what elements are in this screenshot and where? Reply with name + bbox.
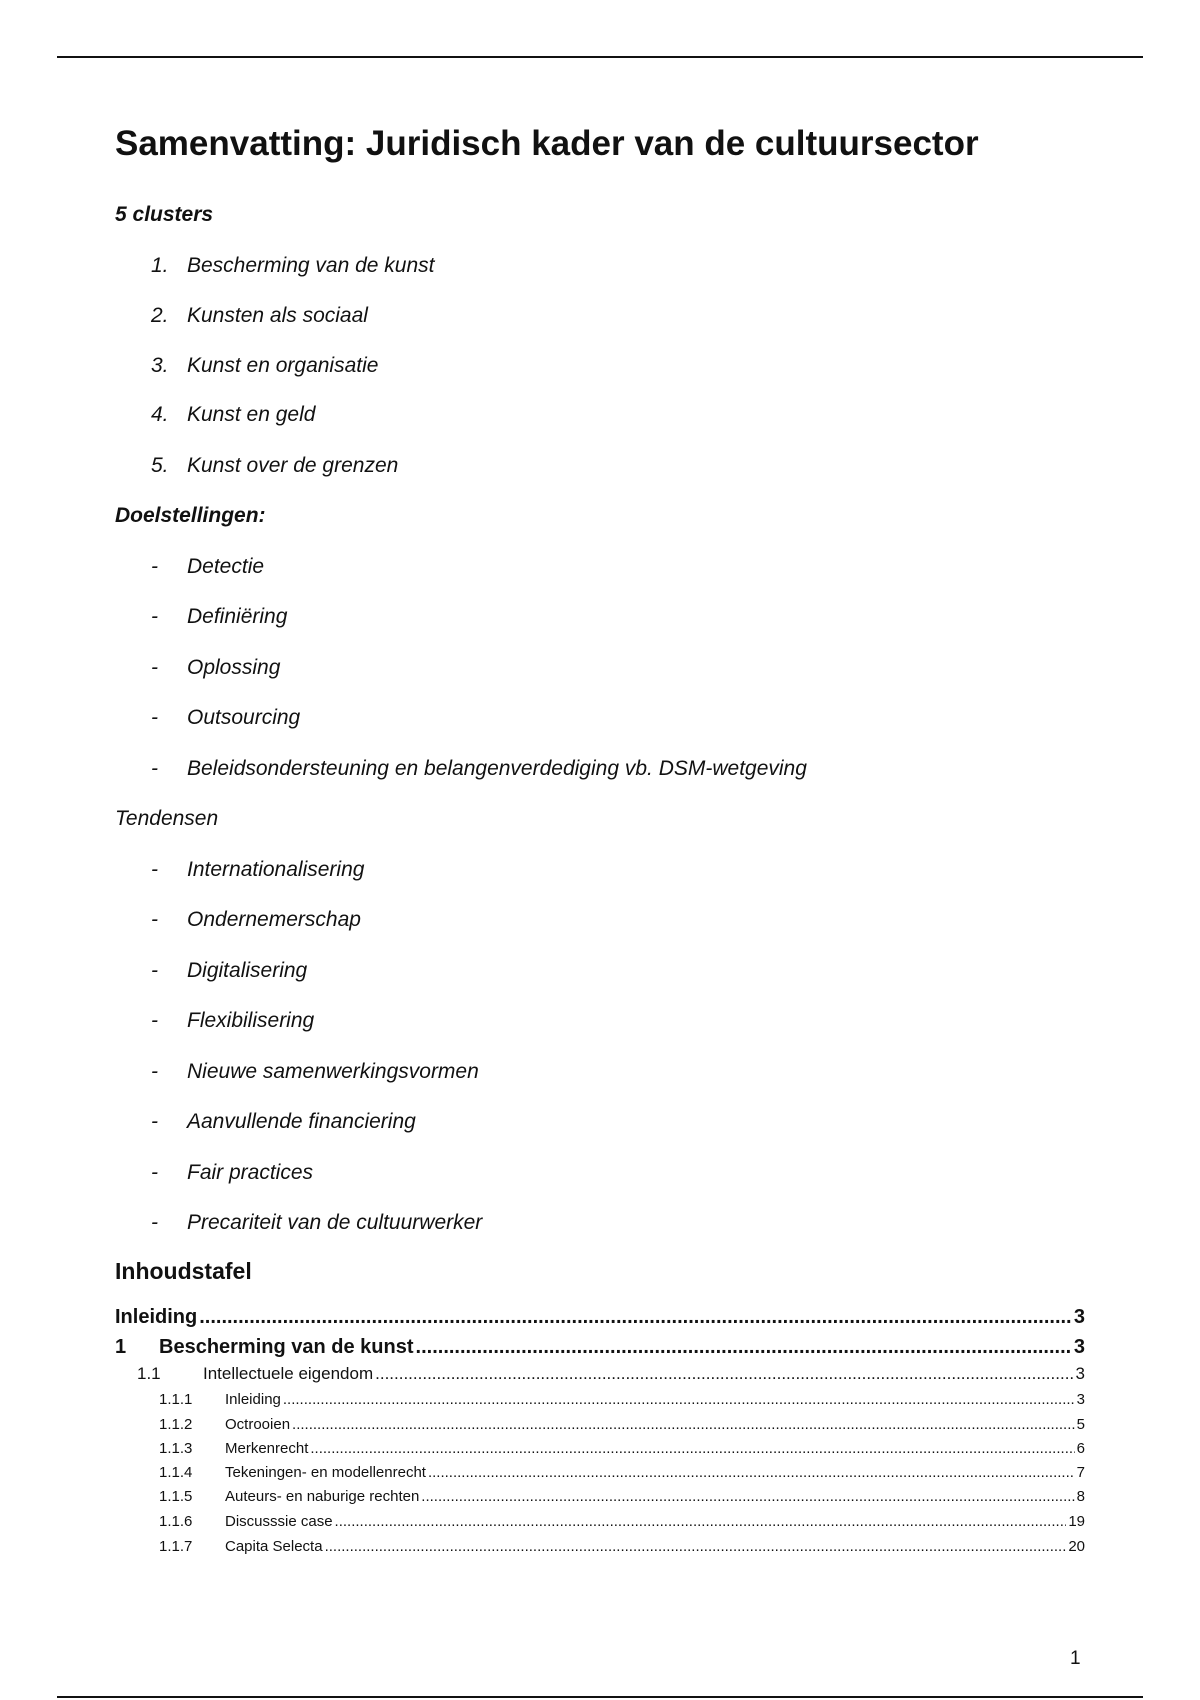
list-marker: - [151,908,158,931]
toc-entry-label: Merkenrecht [225,1440,309,1457]
list-item-text: Detectie [187,555,265,578]
top-rule [57,56,1143,58]
toc-entry-number: 1.1.6 [159,1513,193,1530]
list-marker: - [151,555,158,578]
toc-leader-dots [292,1416,1075,1433]
list-item-text: Outsourcing [187,706,301,729]
list-item-text: Digitalisering [187,959,308,982]
toc-entry-label: Discusssie case [225,1513,333,1530]
toc-entry-label: Capita Selecta [225,1538,323,1555]
document-title: Samenvatting: Juridisch kader van de cultuursector [115,124,979,163]
toc-entry-number: 1.1.4 [159,1464,193,1481]
toc-entry[interactable] [159,1440,1085,1457]
list-item-text: Internationalisering [187,858,365,881]
toc-leader-dots [283,1391,1075,1408]
list-item-text: Kunst over de grenzen [187,454,399,477]
list-item-text: Bescherming van de kunst [187,254,435,277]
toc-entry-label: Auteurs- en naburige rechten [225,1488,420,1505]
toc-entry-page: 3 [1076,1391,1085,1408]
list-marker: - [151,757,158,780]
toc-entry[interactable] [159,1488,1085,1505]
list-item-text: Kunst en geld [187,403,316,426]
toc-entry-label: Octrooien [225,1416,291,1433]
list-item-text: Precariteit van de cultuurwerker [187,1211,483,1234]
toc-entry-number: 1 [115,1336,127,1358]
list-marker: 1. [151,254,169,277]
toc-leader-dots [199,1306,1072,1329]
list-marker: - [151,1009,158,1032]
toc-entry[interactable] [159,1538,1085,1555]
toc-entry[interactable] [159,1391,1085,1408]
toc-entry-label: Tekeningen- en modellenrecht [225,1464,426,1481]
toc-leader-dots [375,1364,1073,1384]
list-marker: - [151,858,158,881]
list-marker: 5. [151,454,169,477]
bottom-rule [57,1696,1143,1698]
toc-entry-label: Intellectuele eigendom [203,1364,374,1383]
toc-entry-page: 3 [1073,1306,1085,1328]
list-item-text: Kunsten als sociaal [187,304,368,327]
list-marker: - [151,1110,158,1133]
toc-leader-dots [310,1440,1074,1457]
toc-entry[interactable] [159,1416,1085,1433]
list-marker: 2. [151,304,169,327]
toc-entry-number: 1.1 [137,1364,161,1383]
list-marker: 3. [151,354,169,377]
toc-leader-dots [325,1538,1067,1555]
toc-entry-number: 1.1.7 [159,1538,193,1555]
list-marker: - [151,959,158,982]
toc-entry-page: 20 [1068,1538,1085,1555]
toc-entry-number: 1.1.1 [159,1391,193,1408]
toc-entry-number: 1.1.2 [159,1416,193,1433]
toc-leader-dots [421,1488,1074,1505]
toc-entry-label: Bescherming van de kunst [159,1336,414,1358]
list-marker: - [151,1060,158,1083]
list-item-text: Oplossing [187,656,281,679]
toc-entry-page: 6 [1076,1440,1085,1457]
page-number: 1 [1070,1648,1081,1669]
toc-entry-page: 7 [1076,1464,1085,1481]
toc-entry-page: 8 [1076,1488,1085,1505]
toc-entry[interactable] [115,1336,1085,1359]
toc-entry[interactable] [159,1513,1085,1530]
list-item-text: Nieuwe samenwerkingsvormen [187,1060,479,1083]
tendensen-heading: Tendensen [115,807,219,830]
list-marker: - [151,1161,158,1184]
toc-entry-page: 5 [1076,1416,1085,1433]
list-item-text: Flexibilisering [187,1009,315,1032]
toc-entry-label: Inleiding [115,1306,198,1328]
list-marker: - [151,656,158,679]
toc-leader-dots [416,1336,1072,1359]
list-item-text: Ondernemerschap [187,908,361,931]
toc-entry-page: 3 [1075,1364,1085,1383]
doelstellingen-heading: Doelstellingen: [115,504,266,527]
list-item-text: Fair practices [187,1161,314,1184]
list-item-text: Kunst en organisatie [187,354,379,377]
toc-entry-page: 19 [1068,1513,1085,1530]
toc-entry-page: 3 [1073,1336,1085,1358]
toc-leader-dots [428,1464,1075,1481]
list-item-text: Beleidsondersteuning en belangenverdediging vb. DSM-wetgeving [187,757,807,780]
toc-entry[interactable] [159,1464,1085,1481]
list-marker: - [151,706,158,729]
toc-entry[interactable] [137,1364,1085,1384]
toc-entry-number: 1.1.3 [159,1440,193,1457]
toc-heading: Inhoudstafel [115,1258,252,1284]
clusters-heading: 5 clusters [115,203,214,226]
list-item-text: Aanvullende financiering [187,1110,416,1133]
list-marker: - [151,1211,158,1234]
toc-entry[interactable] [115,1306,1085,1329]
toc-entry-number: 1.1.5 [159,1488,193,1505]
list-marker: 4. [151,403,169,426]
list-item-text: Definiëring [187,605,288,628]
toc-entry-label: Inleiding [225,1391,281,1408]
toc-leader-dots [335,1513,1067,1530]
list-marker: - [151,605,158,628]
